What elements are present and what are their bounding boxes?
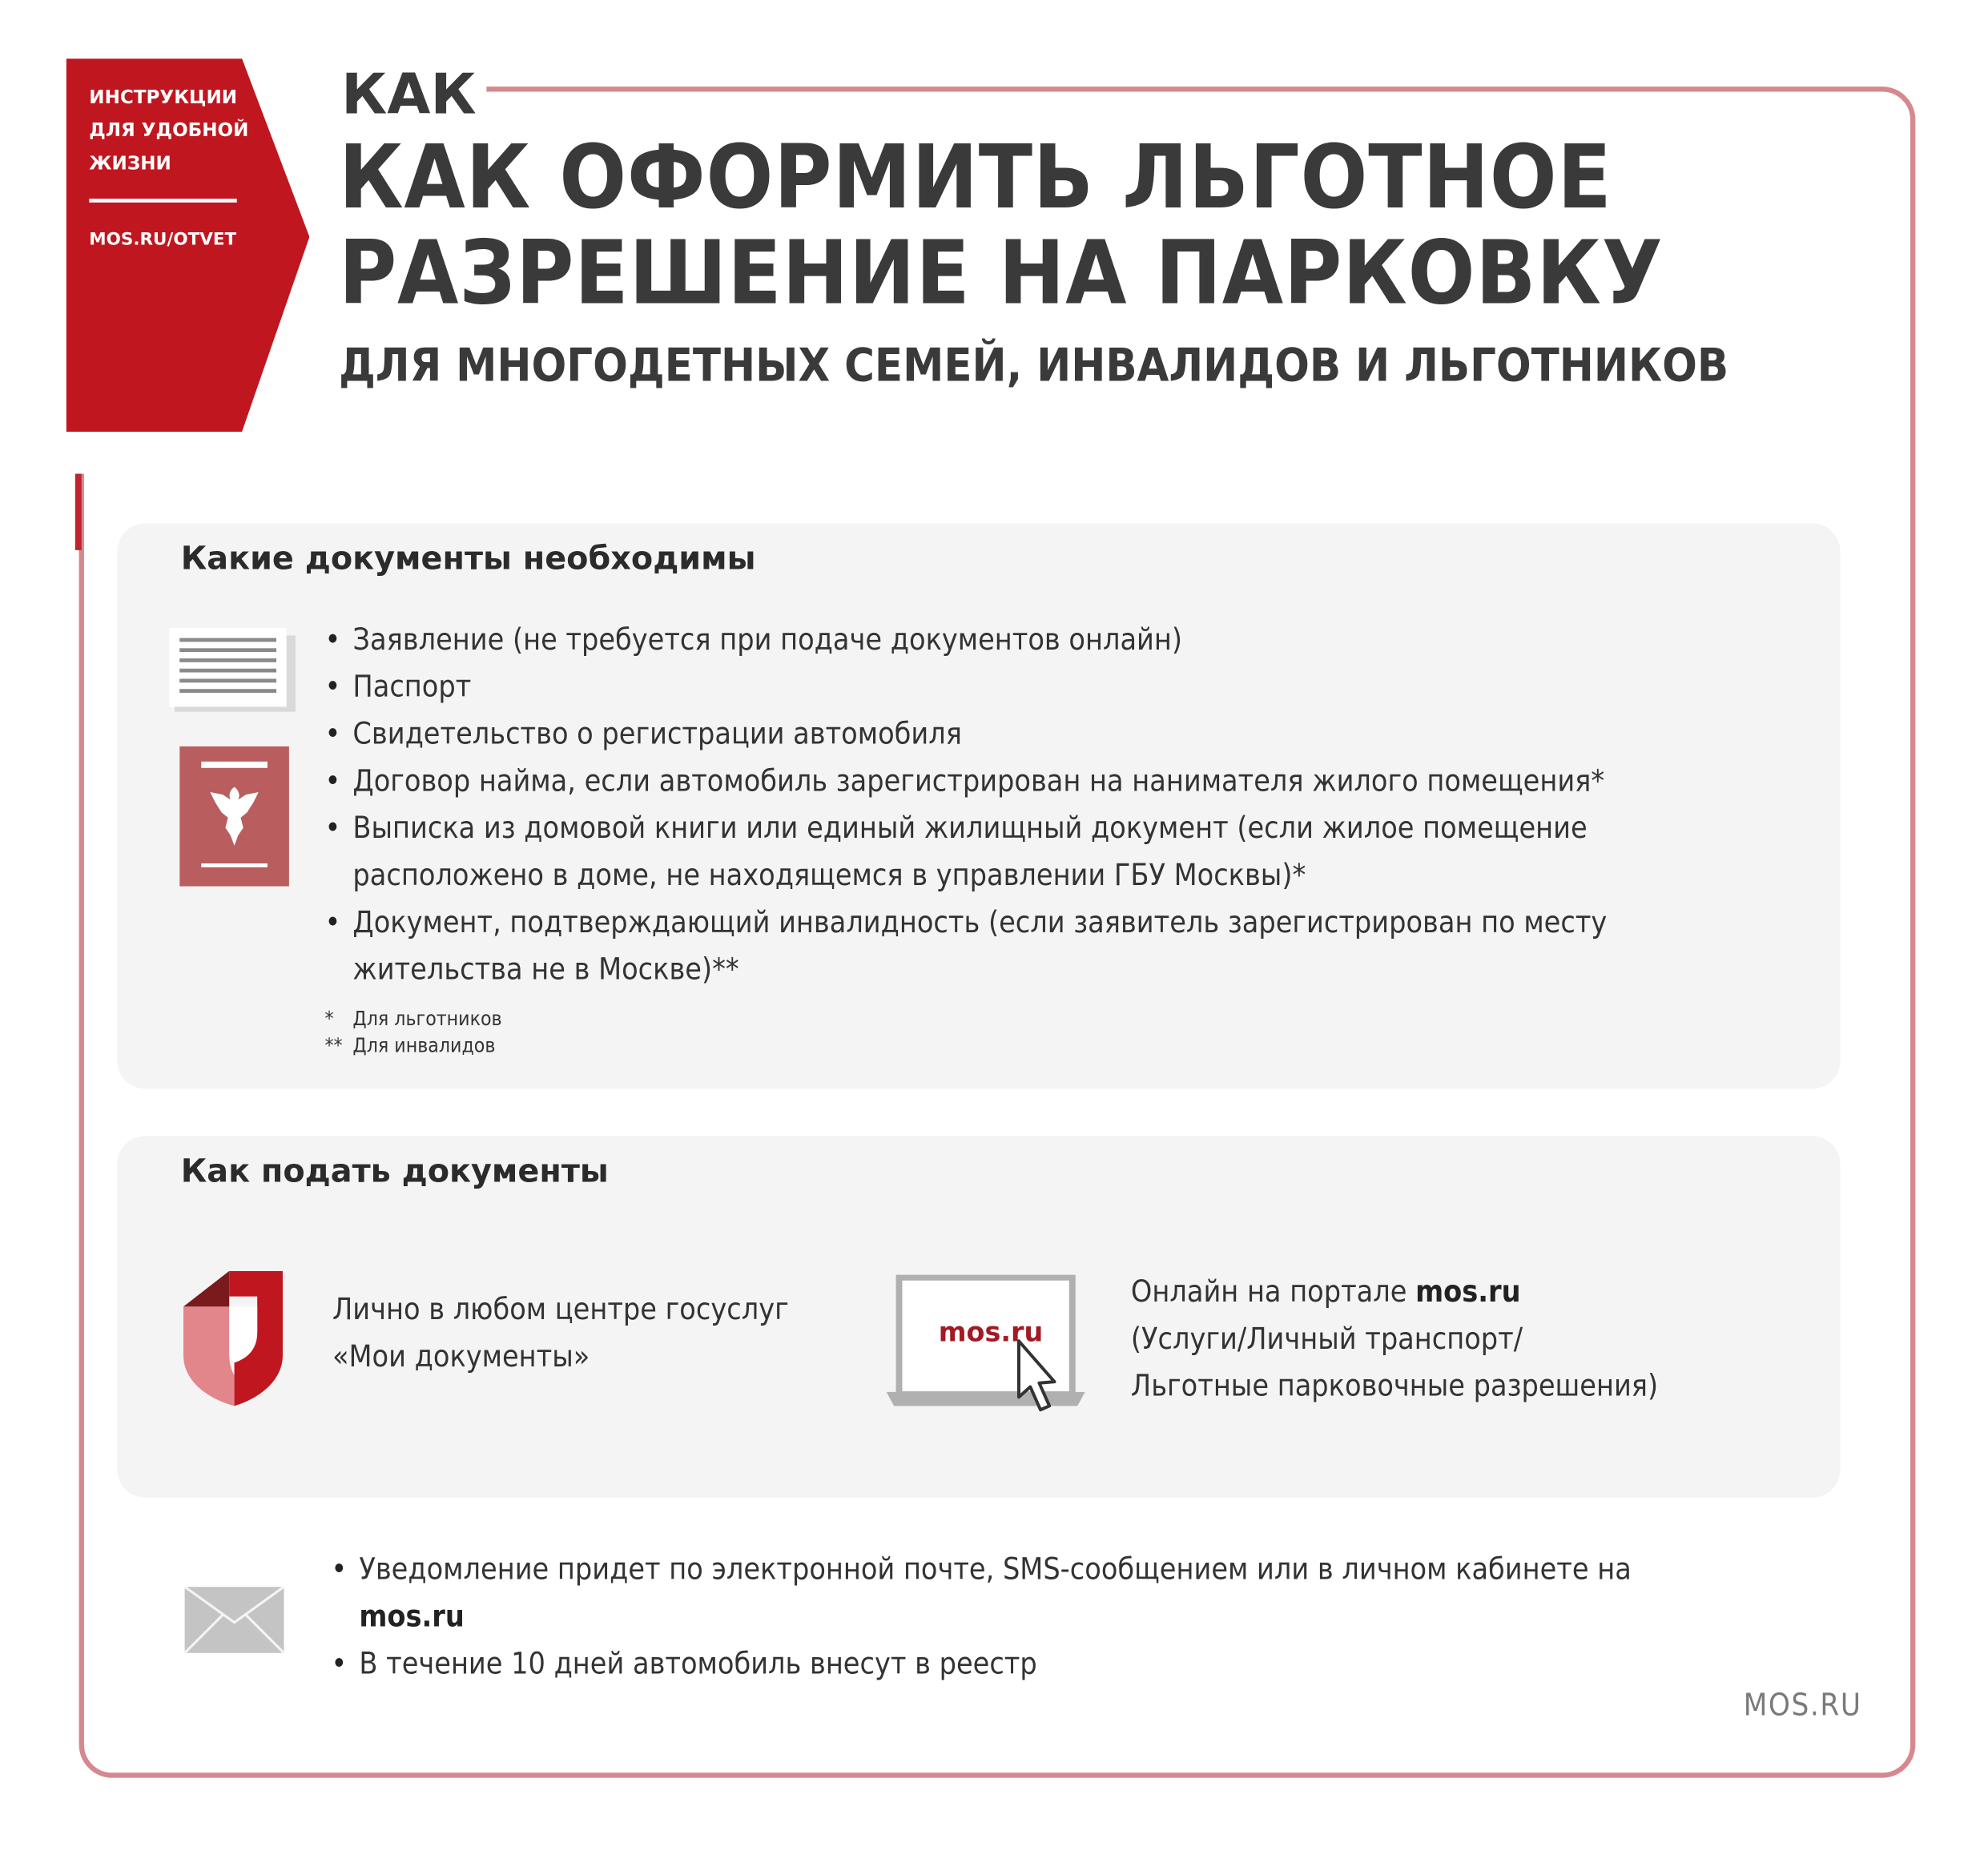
- application-form-icon: [169, 628, 296, 712]
- badge-divider: [89, 199, 236, 203]
- laptop-screen-label: mos.ru: [938, 1316, 1044, 1348]
- note-text: Уведомление придет по электронной почте, SMS-сообщением или в личном кабинете на: [359, 1551, 1632, 1587]
- envelope-icon: [185, 1587, 284, 1653]
- in-person-line-2: «Мои документы»: [332, 1338, 590, 1374]
- laptop-icon: [887, 1275, 1090, 1418]
- list-item: • Документ, подтверждающий инвалидность (если заявитель зарегистрирован по месту жительства не в Москве)**: [324, 899, 1751, 994]
- in-person-line-1: Лично в любом центре госуслуг: [332, 1291, 789, 1327]
- page-subtitle: ДЛЯ МНОГОДЕТНЫХ СЕМЕЙ, ИНВАЛИДОВ И ЛЬГОТНИКОВ: [338, 340, 1729, 392]
- badge-site-link[interactable]: MOS.RU/OTVET: [89, 229, 237, 250]
- documents-list: [324, 617, 1751, 994]
- list-item: • Договор найма, если автомобиль зарегистрирован на нанимателя жилого помещения*: [324, 758, 1751, 805]
- badge-line-3: ЖИЗНИ: [89, 154, 171, 175]
- title-line-1: КАК ОФОРМИТЬ ЛЬГОТНОЕ: [338, 127, 1612, 230]
- list-item: • Заявление (не требуется при подаче документов онлайн): [324, 617, 1751, 664]
- badge-caption: [89, 82, 255, 181]
- list-item: [331, 1546, 1732, 1640]
- result-notes-list: [331, 1546, 1732, 1687]
- documents-title: Какие документы необходимы: [180, 540, 756, 577]
- moi-dokumenty-logo-icon: [183, 1271, 285, 1409]
- list-item: • Паспорт: [324, 663, 1751, 710]
- online-method: [1131, 1269, 1658, 1410]
- online-line-1: [1131, 1269, 1658, 1316]
- footnote-text: Для инвалидов: [352, 1034, 496, 1057]
- list-item: • Свидетельство о регистрации автомобиля: [324, 710, 1751, 758]
- badge-line-2: ДЛЯ УДОБНОЙ: [89, 121, 249, 142]
- list-item: • В течение 10 дней автомобиль внесут в реестр: [331, 1640, 1732, 1688]
- online-line-2: (Услуги/Личный транспорт/: [1130, 1320, 1523, 1357]
- page-title: [338, 127, 1664, 325]
- header-kicker: КАК: [341, 62, 477, 127]
- footnote: [324, 1032, 501, 1059]
- note-brand-link[interactable]: mos.ru: [359, 1598, 465, 1634]
- online-line-3: Льготные парковочные разрешения): [1130, 1367, 1659, 1404]
- passport-icon: [179, 746, 289, 887]
- online-prefix: Онлайн на портале: [1130, 1274, 1416, 1310]
- footnote-text: Для льготников: [352, 1007, 502, 1031]
- list-item: • Выписка из домовой книги или единый жилищный документ (если жилое помещение расположено в доме, не находящемся в управлении ГБУ Москвы)*: [324, 805, 1751, 899]
- badge-line-1: ИНСТРУКЦИИ: [89, 87, 238, 109]
- frame-accent-line: [75, 473, 82, 549]
- footnotes: [324, 1006, 501, 1060]
- submit-title: Как подать документы: [180, 1152, 609, 1190]
- in-person-method: [332, 1286, 789, 1381]
- title-line-2: РАЗРЕШЕНИЕ НА ПАРКОВКУ: [338, 223, 1664, 325]
- footer-brand: MOS.RU: [1743, 1687, 1862, 1724]
- footnote: [324, 1006, 501, 1032]
- footnote-mark: *: [324, 1007, 334, 1031]
- footnote-mark: **: [324, 1034, 343, 1057]
- online-brand-link[interactable]: mos.ru: [1415, 1274, 1521, 1310]
